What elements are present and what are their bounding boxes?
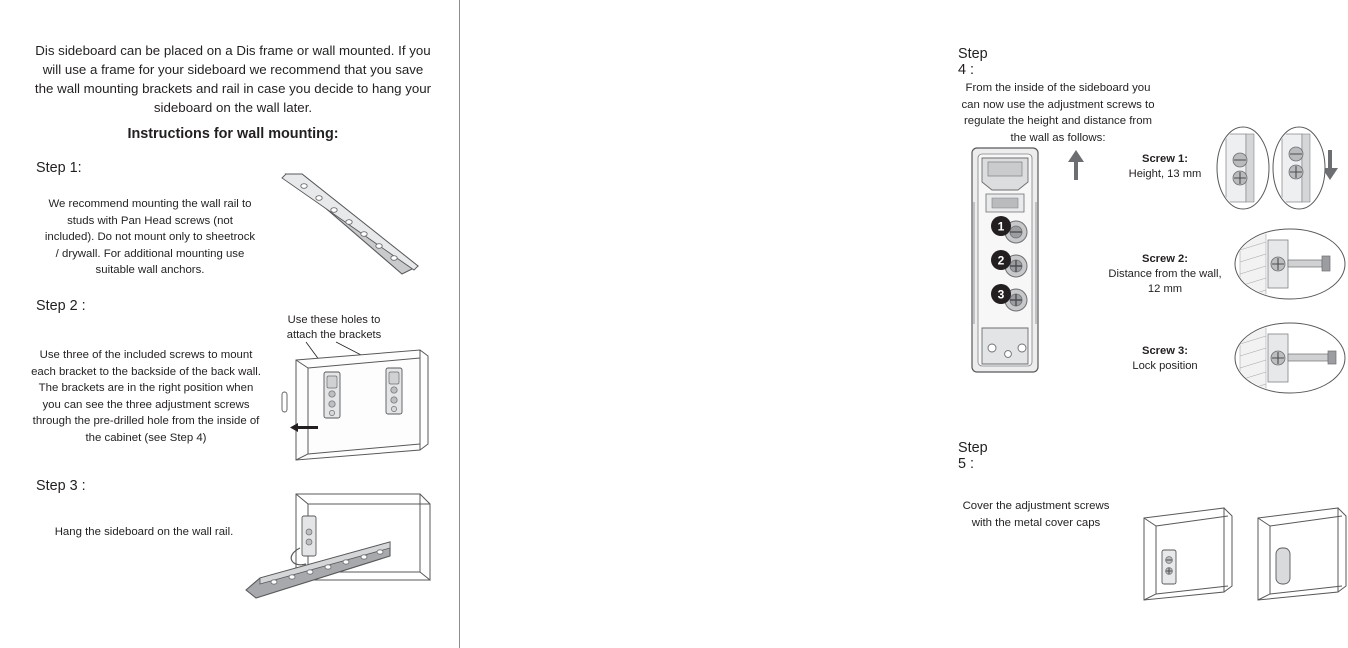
screw-1-arrow-up [1066,148,1086,182]
step-3-label: Step 3 : [36,478,86,494]
callout-badge-2 [990,249,1012,271]
callout-badge-3 [990,283,1012,305]
step-2-text: Use three of the included screws to mount each bracket to the backside of the back wall. The brackets are in the right position when you can see the three adjustment screws through the pre-drilled hole from the inside of the cabinet (see Step 4) [31,349,261,444]
right-column [460,0,1222,648]
step-4-text: From the inside of the sideboard you can now use the adjustment screws to regulate the height and distance from the wall as follows: [961,82,1155,144]
screw-3-detail-oval [1234,322,1346,394]
screw-2-detail: Distance from the wall, 12 mm [1108,268,1222,296]
step-2-callout-text: Use these holes to attach the brackets [286,314,382,342]
screw-2-caption [1106,252,1224,297]
cover-caps-illustration [1132,496,1348,606]
screw-3-caption [1106,344,1224,374]
step-5-text: Cover the adjustment screws with the metal cover caps [962,500,1110,529]
step-1-label: Step 1: [36,160,82,176]
callout-2-number: 2 [997,253,1005,268]
wall-rail-illustration [272,170,432,280]
screw-2-detail-oval [1234,228,1346,300]
screw-3-title: Screw 3: [1141,345,1189,357]
step-5-label: Step 5 : [958,440,988,472]
step-4-label: Step 4 : [958,46,988,78]
step-1-text: We recommend mounting the wall rail to studs with Pan Head screws (not included). Do not mount only to sheetrock / drywall. For additional mounting use suitable wall anchors. [44,198,256,277]
cabinet-brackets-illustration [262,334,438,464]
screw-1-caption [1108,152,1222,182]
screw-1-title: Screw 1: [1141,153,1189,165]
screw-1-detail-right-oval [1272,126,1326,210]
screw-1-detail: Height, 13 mm [1128,168,1202,181]
callout-3-number: 3 [997,287,1005,302]
page-title: Instructions for wall mounting: [127,126,339,142]
callout-badge-1 [990,215,1012,237]
bracket-detail-illustration [958,142,1070,378]
step-3-text: Hang the sideboard on the wall rail. [54,526,234,538]
screw-3-detail: Lock position [1132,360,1198,373]
left-column [0,0,460,648]
step-2-label: Step 2 : [36,298,86,314]
intro-paragraph: Dis sideboard can be placed on a Dis frame or wall mounted. If you will use a frame for your sideboard we recommend that you save the wall mounting brackets and rail in case you decide to hang your sideboard on the wall later. [34,43,432,115]
callout-1-number: 1 [997,219,1005,234]
screw-1-detail-left-oval [1216,126,1270,210]
hang-on-rail-illustration [240,486,436,610]
screw-2-title: Screw 2: [1141,253,1189,265]
